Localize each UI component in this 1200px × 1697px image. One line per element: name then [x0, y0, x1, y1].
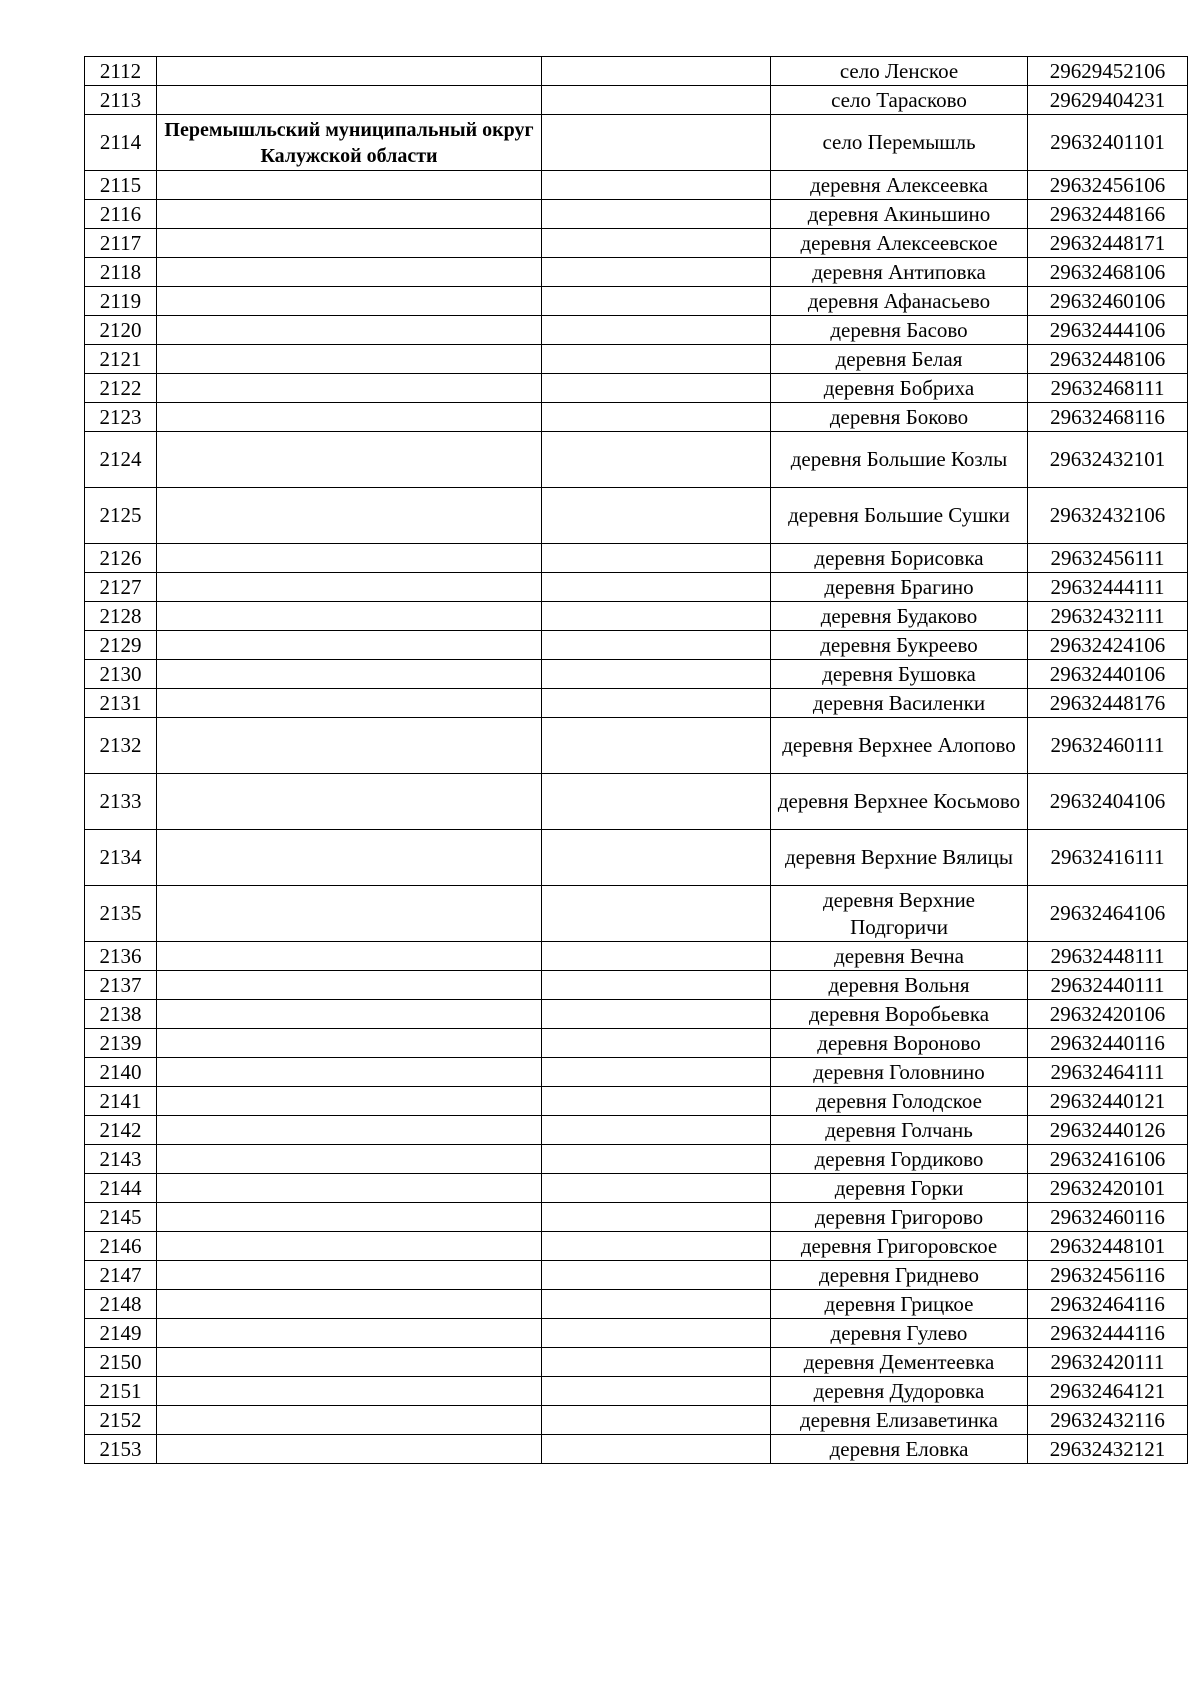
table-row	[85, 1116, 1188, 1145]
settlement-name-cell: деревня Большие Сушки	[771, 488, 1028, 544]
row-number-cell: 2137	[85, 971, 157, 1000]
empty-cell	[542, 1348, 771, 1377]
table-row	[85, 774, 1188, 830]
oktmo-code-cell: 29629452106	[1028, 57, 1188, 86]
table-body	[85, 57, 1188, 1464]
empty-cell	[542, 1377, 771, 1406]
settlement-name-cell: деревня Бобриха	[771, 374, 1028, 403]
municipal-district-cell	[157, 1203, 542, 1232]
empty-cell	[542, 345, 771, 374]
settlement-name-cell: деревня Елизаветинка	[771, 1406, 1028, 1435]
row-number-cell: 2130	[85, 660, 157, 689]
settlement-name-cell: деревня Григорово	[771, 1203, 1028, 1232]
municipal-district-cell	[157, 1435, 542, 1464]
empty-cell	[542, 602, 771, 631]
settlement-name-cell: деревня Будаково	[771, 602, 1028, 631]
oktmo-code-cell: 29632460111	[1028, 718, 1188, 774]
row-number-cell: 2138	[85, 1000, 157, 1029]
municipal-district-cell	[157, 258, 542, 287]
oktmo-code-cell: 29632448166	[1028, 200, 1188, 229]
oktmo-code-cell: 29632456106	[1028, 171, 1188, 200]
table-row	[85, 115, 1188, 171]
row-number-cell: 2141	[85, 1087, 157, 1116]
table-row	[85, 374, 1188, 403]
table-row	[85, 488, 1188, 544]
row-number-cell: 2128	[85, 602, 157, 631]
municipal-district-cell	[157, 1377, 542, 1406]
settlement-name-cell: деревня Василенки	[771, 689, 1028, 718]
empty-cell	[542, 689, 771, 718]
empty-cell	[542, 573, 771, 602]
row-number-cell: 2113	[85, 86, 157, 115]
municipal-district-cell	[157, 660, 542, 689]
municipal-district-cell	[157, 171, 542, 200]
table-row	[85, 171, 1188, 200]
table-row	[85, 57, 1188, 86]
settlement-name-cell: село Ленское	[771, 57, 1028, 86]
municipal-district-cell	[157, 1348, 542, 1377]
settlement-name-cell: деревня Грицкое	[771, 1290, 1028, 1319]
municipal-district-cell	[157, 1087, 542, 1116]
table-row	[85, 1290, 1188, 1319]
settlement-name-cell: деревня Басово	[771, 316, 1028, 345]
empty-cell	[542, 1319, 771, 1348]
empty-cell	[542, 1203, 771, 1232]
municipal-district-cell	[157, 942, 542, 971]
table-row	[85, 942, 1188, 971]
row-number-cell: 2142	[85, 1116, 157, 1145]
oktmo-code-cell: 29632448106	[1028, 345, 1188, 374]
empty-cell	[542, 432, 771, 488]
oktmo-code-cell: 29632440116	[1028, 1029, 1188, 1058]
oktmo-code-cell: 29629404231	[1028, 86, 1188, 115]
municipal-district-cell	[157, 1029, 542, 1058]
settlement-name-cell: деревня Голодское	[771, 1087, 1028, 1116]
oktmo-code-cell: 29632460116	[1028, 1203, 1188, 1232]
oktmo-code-cell: 29632432116	[1028, 1406, 1188, 1435]
municipal-district-cell	[157, 631, 542, 660]
settlement-name-cell: деревня Алексеевка	[771, 171, 1028, 200]
settlement-name-cell: село Тарасково	[771, 86, 1028, 115]
empty-cell	[542, 1145, 771, 1174]
oktmo-code-cell: 29632401101	[1028, 115, 1188, 171]
row-number-cell: 2125	[85, 488, 157, 544]
oktmo-code-cell: 29632468106	[1028, 258, 1188, 287]
row-number-cell: 2136	[85, 942, 157, 971]
oktmo-code-cell: 29632416111	[1028, 830, 1188, 886]
row-number-cell: 2134	[85, 830, 157, 886]
empty-cell	[542, 1174, 771, 1203]
oktmo-code-cell: 29632444116	[1028, 1319, 1188, 1348]
row-number-cell: 2148	[85, 1290, 157, 1319]
settlement-name-cell: деревня Гриднево	[771, 1261, 1028, 1290]
table-row	[85, 1377, 1188, 1406]
table-row	[85, 432, 1188, 488]
table-row	[85, 1058, 1188, 1087]
empty-cell	[542, 258, 771, 287]
municipal-district-cell	[157, 287, 542, 316]
municipal-district-cell	[157, 1290, 542, 1319]
table-row	[85, 886, 1188, 942]
row-number-cell: 2118	[85, 258, 157, 287]
empty-cell	[542, 1087, 771, 1116]
oktmo-code-cell: 29632464106	[1028, 886, 1188, 942]
settlement-name-cell: деревня Головнино	[771, 1058, 1028, 1087]
municipal-district-cell	[157, 1319, 542, 1348]
empty-cell	[542, 774, 771, 830]
empty-cell	[542, 1435, 771, 1464]
municipal-district-cell	[157, 971, 542, 1000]
oktmo-code-cell: 29632444111	[1028, 573, 1188, 602]
empty-cell	[542, 971, 771, 1000]
oktmo-code-cell: 29632432101	[1028, 432, 1188, 488]
row-number-cell: 2149	[85, 1319, 157, 1348]
municipal-district-cell	[157, 1232, 542, 1261]
row-number-cell: 2146	[85, 1232, 157, 1261]
empty-cell	[542, 1000, 771, 1029]
table-row	[85, 1406, 1188, 1435]
oktmo-code-cell: 29632468116	[1028, 403, 1188, 432]
settlement-name-cell: деревня Верхнее Косьмово	[771, 774, 1028, 830]
row-number-cell: 2153	[85, 1435, 157, 1464]
municipal-district-cell	[157, 1116, 542, 1145]
table-row	[85, 86, 1188, 115]
table-row	[85, 1232, 1188, 1261]
row-number-cell: 2144	[85, 1174, 157, 1203]
empty-cell	[542, 886, 771, 942]
municipal-district-cell	[157, 886, 542, 942]
empty-cell	[542, 1290, 771, 1319]
empty-cell	[542, 229, 771, 258]
oktmo-code-cell: 29632420101	[1028, 1174, 1188, 1203]
table-row	[85, 229, 1188, 258]
settlement-name-cell: деревня Воробьевка	[771, 1000, 1028, 1029]
settlement-name-cell: деревня Антиповка	[771, 258, 1028, 287]
empty-cell	[542, 115, 771, 171]
municipal-district-cell	[157, 488, 542, 544]
table-row	[85, 1203, 1188, 1232]
table-row	[85, 631, 1188, 660]
municipal-district-cell: Перемышльский муниципальный округ Калужской области	[157, 115, 542, 171]
oktmo-code-cell: 29632448101	[1028, 1232, 1188, 1261]
municipal-district-cell	[157, 689, 542, 718]
empty-cell	[542, 403, 771, 432]
municipal-district-cell	[157, 1261, 542, 1290]
table-row	[85, 345, 1188, 374]
empty-cell	[542, 1029, 771, 1058]
municipal-district-cell	[157, 1406, 542, 1435]
settlement-name-cell: деревня Алексеевское	[771, 229, 1028, 258]
table-row	[85, 287, 1188, 316]
row-number-cell: 2147	[85, 1261, 157, 1290]
table-row	[85, 660, 1188, 689]
settlement-name-cell: деревня Верхние Вялицы	[771, 830, 1028, 886]
table-row	[85, 689, 1188, 718]
oktmo-code-cell: 29632416106	[1028, 1145, 1188, 1174]
municipal-district-cell	[157, 86, 542, 115]
row-number-cell: 2143	[85, 1145, 157, 1174]
oktmo-code-cell: 29632432121	[1028, 1435, 1188, 1464]
row-number-cell: 2116	[85, 200, 157, 229]
settlement-name-cell: деревня Верхнее Алопово	[771, 718, 1028, 774]
table-row	[85, 403, 1188, 432]
oktmo-code-cell: 29632440106	[1028, 660, 1188, 689]
table-row	[85, 1029, 1188, 1058]
settlement-name-cell: деревня Вечна	[771, 942, 1028, 971]
table-row	[85, 1174, 1188, 1203]
municipal-district-cell	[157, 830, 542, 886]
municipal-district-cell	[157, 1000, 542, 1029]
settlement-name-cell: деревня Акиньшино	[771, 200, 1028, 229]
row-number-cell: 2140	[85, 1058, 157, 1087]
empty-cell	[542, 57, 771, 86]
row-number-cell: 2119	[85, 287, 157, 316]
empty-cell	[542, 1261, 771, 1290]
row-number-cell: 2139	[85, 1029, 157, 1058]
settlement-name-cell: деревня Брагино	[771, 573, 1028, 602]
table-row	[85, 258, 1188, 287]
settlement-name-cell: деревня Белая	[771, 345, 1028, 374]
settlement-name-cell: деревня Гордиково	[771, 1145, 1028, 1174]
row-number-cell: 2123	[85, 403, 157, 432]
empty-cell	[542, 660, 771, 689]
table-row	[85, 1000, 1188, 1029]
oktmo-code-cell: 29632456116	[1028, 1261, 1188, 1290]
municipal-district-cell	[157, 200, 542, 229]
row-number-cell: 2114	[85, 115, 157, 171]
table-row	[85, 1435, 1188, 1464]
settlement-name-cell: деревня Голчань	[771, 1116, 1028, 1145]
municipal-district-cell	[157, 57, 542, 86]
table-row	[85, 544, 1188, 573]
empty-cell	[542, 287, 771, 316]
oktmo-code-cell: 29632448171	[1028, 229, 1188, 258]
empty-cell	[542, 942, 771, 971]
table-row	[85, 602, 1188, 631]
empty-cell	[542, 200, 771, 229]
settlement-name-cell: деревня Букреево	[771, 631, 1028, 660]
row-number-cell: 2151	[85, 1377, 157, 1406]
oktmo-code-cell: 29632420111	[1028, 1348, 1188, 1377]
municipal-district-cell	[157, 374, 542, 403]
oktmo-code-cell: 29632464121	[1028, 1377, 1188, 1406]
oktmo-code-cell: 29632440111	[1028, 971, 1188, 1000]
oktmo-code-cell: 29632468111	[1028, 374, 1188, 403]
settlement-name-cell: деревня Афанасьево	[771, 287, 1028, 316]
settlement-name-cell: деревня Еловка	[771, 1435, 1028, 1464]
row-number-cell: 2127	[85, 573, 157, 602]
municipal-district-cell	[157, 403, 542, 432]
row-number-cell: 2124	[85, 432, 157, 488]
empty-cell	[542, 316, 771, 345]
settlement-name-cell: деревня Гулево	[771, 1319, 1028, 1348]
oktmo-code-cell: 29632432106	[1028, 488, 1188, 544]
settlements-table	[84, 56, 1188, 1464]
settlement-name-cell: село Перемышль	[771, 115, 1028, 171]
table-row	[85, 1261, 1188, 1290]
settlement-name-cell: деревня Вороново	[771, 1029, 1028, 1058]
municipal-district-cell	[157, 1145, 542, 1174]
row-number-cell: 2135	[85, 886, 157, 942]
municipal-district-cell	[157, 229, 542, 258]
oktmo-code-cell: 29632440126	[1028, 1116, 1188, 1145]
row-number-cell: 2131	[85, 689, 157, 718]
municipal-district-cell	[157, 316, 542, 345]
empty-cell	[542, 718, 771, 774]
municipal-district-cell	[157, 1058, 542, 1087]
table-row	[85, 200, 1188, 229]
table-row	[85, 1348, 1188, 1377]
municipal-district-cell	[157, 1174, 542, 1203]
row-number-cell: 2152	[85, 1406, 157, 1435]
settlement-name-cell: деревня Вольня	[771, 971, 1028, 1000]
table-row	[85, 573, 1188, 602]
row-number-cell: 2121	[85, 345, 157, 374]
empty-cell	[542, 86, 771, 115]
settlement-name-cell: деревня Верхние Подгоричи	[771, 886, 1028, 942]
settlement-name-cell: деревня Дудоровка	[771, 1377, 1028, 1406]
oktmo-code-cell: 29632420106	[1028, 1000, 1188, 1029]
municipal-district-cell	[157, 573, 542, 602]
row-number-cell: 2115	[85, 171, 157, 200]
empty-cell	[542, 830, 771, 886]
municipal-district-cell	[157, 602, 542, 631]
municipal-district-cell	[157, 718, 542, 774]
table-row	[85, 971, 1188, 1000]
empty-cell	[542, 1058, 771, 1087]
row-number-cell: 2122	[85, 374, 157, 403]
row-number-cell: 2133	[85, 774, 157, 830]
table-row	[85, 1087, 1188, 1116]
settlement-name-cell: деревня Дементеевка	[771, 1348, 1028, 1377]
row-number-cell: 2120	[85, 316, 157, 345]
municipal-district-cell	[157, 774, 542, 830]
oktmo-code-cell: 29632440121	[1028, 1087, 1188, 1116]
row-number-cell: 2150	[85, 1348, 157, 1377]
empty-cell	[542, 1406, 771, 1435]
oktmo-code-cell: 29632464116	[1028, 1290, 1188, 1319]
empty-cell	[542, 1116, 771, 1145]
table-row	[85, 830, 1188, 886]
table-row	[85, 316, 1188, 345]
row-number-cell: 2145	[85, 1203, 157, 1232]
oktmo-code-cell: 29632448111	[1028, 942, 1188, 971]
oktmo-code-cell: 29632448176	[1028, 689, 1188, 718]
empty-cell	[542, 1232, 771, 1261]
settlement-name-cell: деревня Горки	[771, 1174, 1028, 1203]
oktmo-code-cell: 29632404106	[1028, 774, 1188, 830]
oktmo-code-cell: 29632464111	[1028, 1058, 1188, 1087]
table-row	[85, 1319, 1188, 1348]
empty-cell	[542, 171, 771, 200]
municipal-district-cell	[157, 432, 542, 488]
row-number-cell: 2126	[85, 544, 157, 573]
oktmo-code-cell: 29632432111	[1028, 602, 1188, 631]
empty-cell	[542, 544, 771, 573]
oktmo-code-cell: 29632444106	[1028, 316, 1188, 345]
settlement-name-cell: деревня Большие Козлы	[771, 432, 1028, 488]
row-number-cell: 2132	[85, 718, 157, 774]
empty-cell	[542, 374, 771, 403]
empty-cell	[542, 488, 771, 544]
municipal-district-cell	[157, 544, 542, 573]
row-number-cell: 2117	[85, 229, 157, 258]
settlement-name-cell: деревня Бушовка	[771, 660, 1028, 689]
empty-cell	[542, 631, 771, 660]
row-number-cell: 2129	[85, 631, 157, 660]
row-number-cell: 2112	[85, 57, 157, 86]
table-row	[85, 718, 1188, 774]
oktmo-code-cell: 29632424106	[1028, 631, 1188, 660]
oktmo-code-cell: 29632456111	[1028, 544, 1188, 573]
oktmo-code-cell: 29632460106	[1028, 287, 1188, 316]
settlement-name-cell: деревня Борисовка	[771, 544, 1028, 573]
municipal-district-cell	[157, 345, 542, 374]
settlement-name-cell: деревня Боково	[771, 403, 1028, 432]
settlement-name-cell: деревня Григоровское	[771, 1232, 1028, 1261]
table-row	[85, 1145, 1188, 1174]
